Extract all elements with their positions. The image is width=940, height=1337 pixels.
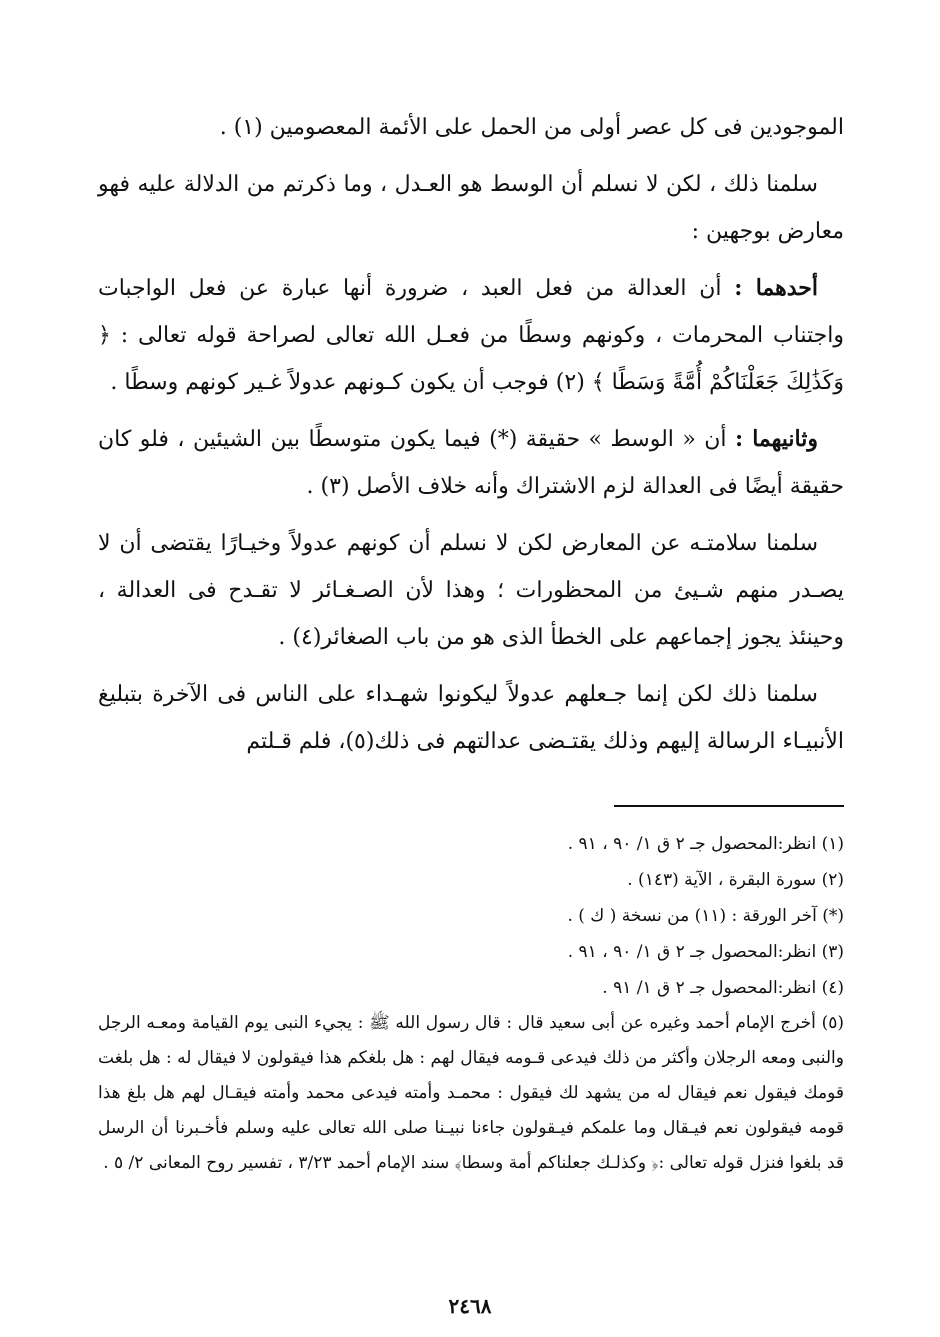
paragraph-6-text: سلمنا ذلك لكن إنما جـعلهم عدولاً ليكونوا شهـداء على الناس فى الآخرة بتبليغ الأنبيـاء الرسالة إليهم وذلك يقتـضى عدالتهم فى ذلك(٥)، فلم قـلتم bbox=[98, 682, 844, 754]
paragraph-5-text: سلمنا سلامتـه عن المعارض لكن لا نسلم أن كونهم عدولاً وخيـارًا يقتضى أن لا يصـدر منهم شـيئ من المحظورات ؛ وهذا لأن الصـغـائر لا تقـدح فى العدالة ، وحينئذ يجوز إجماعهم على الخطأ الذى هو من باب الصغائر(٤) . bbox=[98, 531, 844, 650]
paragraph-3-text: أن العدالة من فعل العبد ، ضرورة أنها عبارة عن فعل الواجبات واجتناب المحرمات ، وكونهم وسطًا من فعـل الله تعالى لصراحة قوله تعالى : ﴿ وَكَذَٰلِكَ جَعَلْنَاكُمْ أُمَّةً وَسَطًا ﴾ (٢) فوجب أن يكون كـونهم عدولاً غـير كونهم وسطًا . bbox=[98, 276, 844, 395]
footnote-1: (١) انظر:المحصول جـ ٢ ق ١/ ٩٠ ، ٩١ . bbox=[567, 834, 844, 854]
paragraph-3-lead: أحدهما : bbox=[734, 275, 818, 301]
footnote-4: (٤) انظر:المحصول جـ ٢ ق ١/ ٩١ . bbox=[602, 978, 844, 998]
paragraph-4 bbox=[98, 416, 844, 510]
paragraph-2-text: سلمنا ذلك ، لكن لا نسلم أن الوسط هو العـدل ، وما ذكرتم من الدلالة عليه فهو معارض بوجهين : bbox=[98, 172, 844, 244]
paragraph-6 bbox=[98, 671, 844, 765]
paragraph-2 bbox=[98, 161, 844, 255]
paragraph-1 bbox=[98, 104, 844, 151]
paragraph-4-lead: وثانيهما : bbox=[734, 426, 818, 452]
footnote-5: (٥) أخرج الإمام أحمد وغيره عن أبى سعيد قال : قال رسول الله ﷺ : يجيء النبى يوم القيامة ومعـه الرجل والنبى ومعه الرجلان وأكثر من ذلك فيدعى قـومه فيقال لهم : هل بلغكم هذا فيقولون لا فيقال له : هل بلغت قومك فيقول نعم فيقال له من يشهد لك فيقول : محمـد وأمته فيدعى محمد وأمته فيقـال لهم هل بلغ هذا قومه فيقولون نعم فيـقال وما علمكم فيـقولون جاءنا نبيـنا صلى الله تعالى عليه وسلم فأخـبرنا أن الرسل قد بلغوا فنزل قوله تعالى :﴿ وكذلـك جعلناكم أمة وسطا﴾ سند الإمام أحمد ٣/٢٣ ، تفسير روح المعانى ٢/ ٥ . bbox=[98, 1013, 844, 1173]
paragraph-5 bbox=[98, 520, 844, 661]
footnote-2: (٢) سورة البقرة ، الآية (١٤٣) . bbox=[627, 870, 844, 890]
main-text bbox=[98, 104, 844, 775]
footnote-star: (*) آخر الورقة : (١١) من نسخة ( ك ) . bbox=[567, 906, 844, 926]
footnote-divider bbox=[614, 805, 844, 807]
footnote-3: (٣) انظر:المحصول جـ ٢ ق ١/ ٩٠ ، ٩١ . bbox=[567, 942, 844, 962]
paragraph-4-text: أن « الوسط » حقيقة (*) فيما يكون متوسطًا بين الشيئين ، فلو كان حقيقة أيضًا فى العدالة لزم الاشتراك وأنه خلاف الأصل (٣) . bbox=[98, 427, 844, 499]
footnotes bbox=[98, 826, 844, 1181]
paragraph-3 bbox=[98, 265, 844, 406]
paragraph-1-text: الموجودين فى كل عصر أولى من الحمل على الأئمة المعصومين (١) . bbox=[219, 115, 844, 140]
page-number: ٢٤٦٨ bbox=[448, 1294, 492, 1318]
